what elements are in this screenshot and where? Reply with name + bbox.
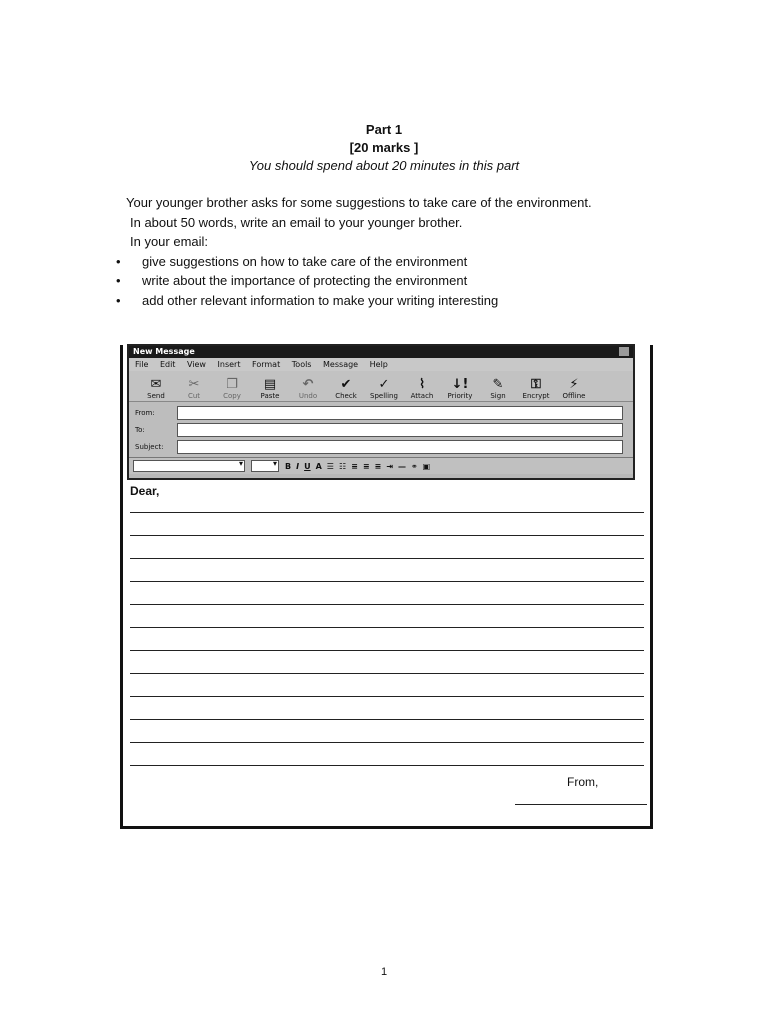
writing-line <box>130 581 644 582</box>
check-names-icon: ✔ <box>340 377 352 392</box>
to-field <box>177 423 623 437</box>
from-label: From: <box>135 408 155 417</box>
priority-icon: ↓! <box>451 377 469 392</box>
toolbar <box>129 371 633 402</box>
greeting: Dear, <box>130 484 160 498</box>
bullet-list-icon: ☷ <box>338 461 347 471</box>
bullet-item: • write about the importance of protecting the environment <box>114 271 686 291</box>
paste-button: ▤ Paste <box>251 377 289 401</box>
bullet-icon: • <box>116 273 121 288</box>
signature-line <box>515 804 647 805</box>
menu-file: File <box>135 360 149 369</box>
bullet-item: • add other relevant information to make your writing interesting <box>114 291 686 311</box>
align-left-icon: ≡ <box>351 461 358 471</box>
bold-icon: B <box>285 461 292 471</box>
offline-icon: ⚡ <box>569 377 579 392</box>
closing: From, <box>567 775 599 789</box>
menu-tools: Tools <box>291 360 312 369</box>
task-bullets <box>114 252 686 311</box>
writing-line <box>130 765 644 766</box>
picture-icon: ▣ <box>422 461 431 471</box>
horizontal-line-icon: — <box>397 461 406 471</box>
task-instructions <box>116 193 686 310</box>
window-logo-icon <box>619 347 629 356</box>
format-bar <box>129 457 633 474</box>
size-select <box>251 460 279 472</box>
align-right-icon: ≡ <box>374 461 382 471</box>
undo-button: ↶ Undo <box>289 377 327 401</box>
window-title: New Message <box>133 347 195 356</box>
to-label: To: <box>135 425 145 434</box>
subject-row <box>135 438 627 455</box>
writing-line <box>130 719 644 720</box>
bullet-item: • give suggestions on how to take care of the environment <box>114 252 686 272</box>
time-instruction: You should spend about 20 minutes in this part <box>248 158 520 173</box>
link-icon: ⚭ <box>410 461 418 471</box>
menu-message: Message <box>323 360 359 369</box>
check-button: ✔ Check <box>327 377 365 401</box>
from-field <box>177 406 623 420</box>
writing-line <box>130 535 644 536</box>
send-icon: ✉ <box>150 377 162 392</box>
menu-insert: Insert <box>217 360 241 369</box>
spelling-button: ✓ Spelling <box>365 377 403 401</box>
writing-line <box>130 742 644 743</box>
task-word-count: In about 50 words, write an email to your younger brother. <box>130 214 463 230</box>
bullet-icon: • <box>116 253 121 269</box>
writing-line <box>130 650 644 651</box>
align-center-icon: ≡ <box>362 461 370 471</box>
header <box>0 121 768 175</box>
menu-bar <box>129 358 633 371</box>
writing-line <box>130 673 644 674</box>
writing-line <box>130 512 644 513</box>
writing-line <box>130 627 644 628</box>
window-titlebar <box>129 346 633 358</box>
indent-icon: ⇥ <box>386 461 393 471</box>
writing-line <box>130 696 644 697</box>
font-color-icon: A <box>315 461 322 471</box>
writing-line <box>130 604 644 605</box>
writing-line <box>130 558 644 559</box>
address-fields <box>129 402 633 457</box>
cut-button: ✂ Cut <box>175 377 213 401</box>
clipboard-icon: ▤ <box>263 377 277 392</box>
task-intro: Your younger brother asks for some suggestions to take care of the environment. <box>126 195 592 210</box>
encrypt-button: ⚿ Encrypt <box>517 377 555 401</box>
italic-icon: I <box>296 461 300 471</box>
bullet-icon: • <box>116 292 121 308</box>
from-row <box>135 404 627 421</box>
copy-icon: ❐ <box>226 377 238 392</box>
scissors-icon: ✂ <box>188 377 200 392</box>
marks: [20 marks ] <box>349 140 419 155</box>
encrypt-icon: ⚿ <box>531 377 541 392</box>
email-window-image <box>127 344 635 480</box>
task-in-email: In your email: <box>130 234 209 249</box>
paperclip-icon: ⌇ <box>418 377 426 392</box>
subject-field <box>177 440 623 454</box>
sign-button: ✎ Sign <box>479 377 517 401</box>
menu-edit: Edit <box>159 360 176 369</box>
part-title: Part 1 <box>365 122 403 137</box>
to-row <box>135 421 627 438</box>
subject-label: Subject: <box>135 442 164 451</box>
attach-button: ⌇ Attach <box>403 377 441 401</box>
menu-help: Help <box>369 360 388 369</box>
menu-format: Format <box>252 360 281 369</box>
copy-button: ❐ Copy <box>213 377 251 401</box>
offline-button: ⚡ Offline <box>555 377 593 401</box>
undo-icon: ↶ <box>302 377 314 392</box>
numbered-list-icon: ☰ <box>326 461 334 471</box>
underline-icon: U <box>304 461 311 471</box>
sign-icon: ✎ <box>492 377 504 392</box>
priority-button: ↓! Priority <box>441 377 479 401</box>
menu-view: View <box>186 360 206 369</box>
send-button: ✉ Send <box>137 377 175 401</box>
spelling-icon: ✓ <box>378 377 390 392</box>
font-select <box>133 460 245 472</box>
page-number: 1 <box>380 966 388 978</box>
